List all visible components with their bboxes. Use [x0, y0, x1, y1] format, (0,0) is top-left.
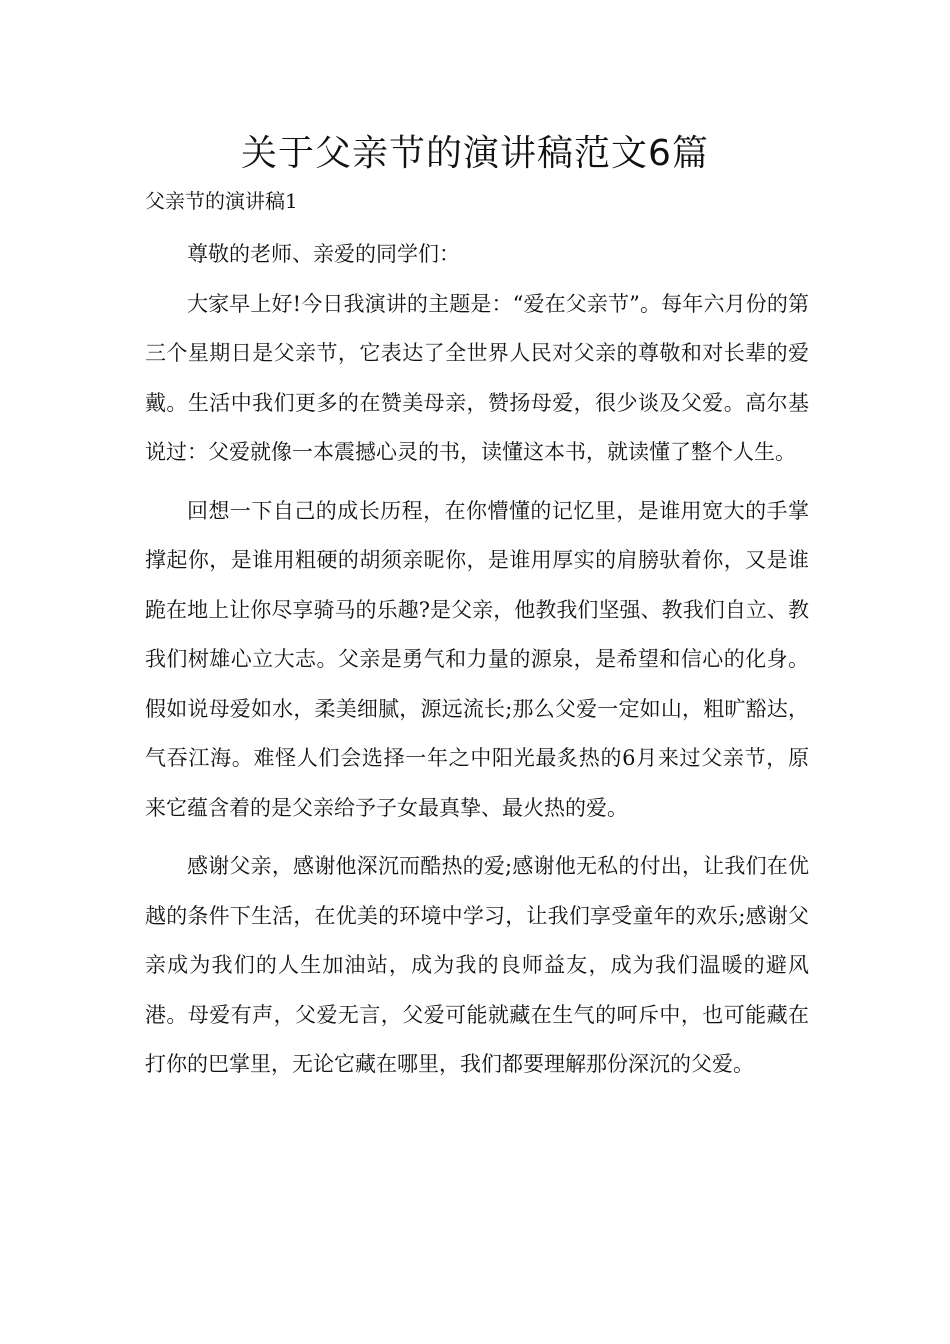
document-body	[145, 230, 809, 1090]
document-title: 关于父亲节的演讲稿范文6篇	[241, 133, 709, 174]
section-heading: 父亲节的演讲稿1	[145, 189, 298, 213]
paragraph-greeting: 尊敬的老师、亲爱的同学们：	[187, 242, 460, 266]
paragraph-3: 感谢父亲，感谢他深沉而酷热的爱;感谢他无私的付出，让我们在优越的条件下生活，在优美的环境中学习，让我们享受童年的欢乐;感谢父亲成为我们的人生加油站，成为我的良师益友，成为我们温暖的避风港。母爱有声，父爱无言，父爱可能就藏在生气的呵斥中，也可能藏在打你的巴掌里，无论它藏在哪里，我们都要理解那份深沉的父爱。	[145, 854, 809, 1076]
paragraph-2: 回想一下自己的成长历程，在你懵懂的记忆里，是谁用宽大的手掌撑起你，是谁用粗硬的胡须亲昵你，是谁用厚实的肩膀驮着你，又是谁跪在地上让你尽享骑马的乐趣?是父亲，他教我们坚强、教我们自立、教我们树雄心立大志。父亲是勇气和力量的源泉，是希望和信心的化身。假如说母爱如水，柔美细腻，源远流长;那么父爱一定如山，粗旷豁达，气吞江海。难怪人们会选择一年之中阳光最炙热的6月来过父亲节，原来它蕴含着的是父亲给予子女最真挚、最火热的爱。	[145, 498, 809, 820]
paragraph-1: 大家早上好!今日我演讲的主题是：“爱在父亲节”。每年六月份的第三个星期日是父亲节，它表达了全世界人民对父亲的尊敬和对长辈的爱戴。生活中我们更多的在赞美母亲，赞扬母爱，很少谈及父爱。高尔基说过：父爱就像一本震撼心灵的书，读懂这本书，就读懂了整个人生。	[145, 291, 809, 464]
